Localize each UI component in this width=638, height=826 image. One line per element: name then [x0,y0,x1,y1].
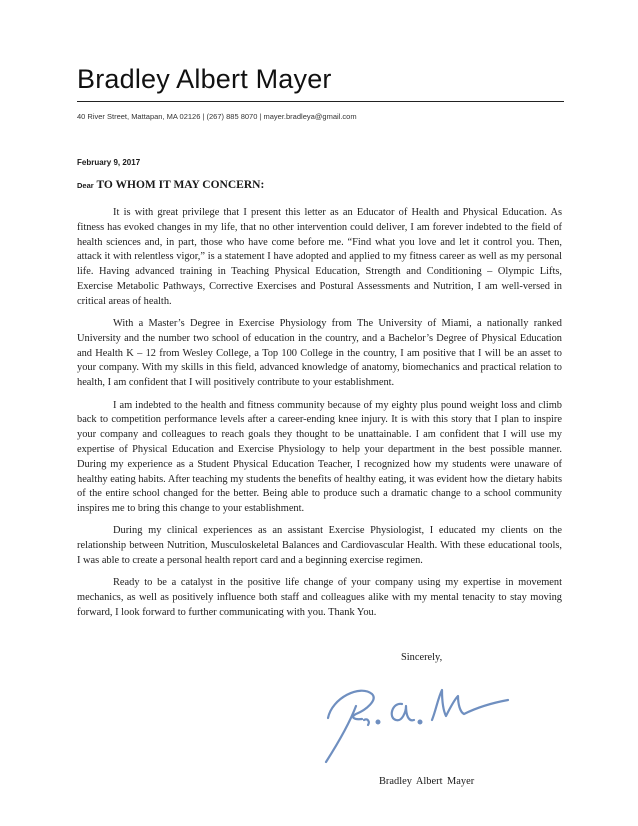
salutation-dear: Dear [77,181,94,190]
closing: Sincerely, [401,652,443,663]
handwritten-signature [310,670,510,770]
salutation [77,179,264,191]
body-paragraph: During my clinical experiences as an assistant Exercise Physiologist, I educated my clients on the relationship between Nutrition, Musculoskeletal Balances and Cardiovascular Health. With these educational tools, I was able to create a personal health report card and a beginning exercise regimen. [77,525,562,567]
signer-name: Bradley Albert Mayer [379,776,475,787]
body-paragraph: It is with great privilege that I present this letter as an Educator of Health and Physical Education. As fitness has evoked changes in my life, that no other intervention could deliver, I am forever indebted to the field of health sciences and, in part, those who have come before me. “Find what you love and let it control you. Then, attack it with relentless vigor,” is a statement I have adopted and applied to my fitness career as well as my personal life. Having advanced training in Teaching Physical Education, Strength and Conditioning – Olympic Lifts, Exercise Metabolic Pathways, Corrective Exercises and Postural Assessments and Nutrition, I am well-versed in critical areas of health. [77,207,562,307]
sender-contact: 40 River Street, Mattapan, MA 02126 | (267) 885 8070 | mayer.bradleya@gmail.com [77,112,357,121]
sender-name: Bradley Albert Mayer [77,64,332,94]
header-rule [77,101,564,102]
salutation-recipient: TO WHOM IT MAY CONCERN: [96,179,265,191]
body-paragraph: With a Master’s Degree in Exercise Physiology from The University of Miami, a nationally ranked University and the number two school of education in the country, and a Bachelor’s Degree of Physical Education and Health K – 12 from Wesley College, a Top 100 College in the country, I am positive that I will be an asset to your company. With my skills in this field, advanced knowledge of anatomy, biomechanics and practical relation to health, I am confident that I will positively contribute to your establishment. [77,318,562,389]
letter-date: February 9, 2017 [77,158,141,167]
body-paragraph: Ready to be a catalyst in the positive life change of your company using my expertise in movement mechanics, as well as positively influence both staff and colleagues alike with my mental tenacity to stay moving forward, I look forward to further communicating with you. Thank You. [77,577,562,618]
letter-body [77,206,562,628]
body-paragraph: I am indebted to the health and fitness community because of my eighty plus pound weight loss and climb back to competition performance levels after a career-ending knee injury. It is with this story that I plan to inspire your company and colleagues to reach goals they thought to be unattainable. I am confident that I will use my expertise of Physical Education and Exercise Physiology to help your department in the best possible manner. During my experience as a Student Physical Education Teacher, I recognized how my students were unaware of healthy eating habits. After teaching my students the benefits of healthy eating, it was evident how the dietary habits of the entire school changed for the better. Being able to produce such a dramatic change to a school community inspires me to bring this change to your establishment. [77,399,562,515]
